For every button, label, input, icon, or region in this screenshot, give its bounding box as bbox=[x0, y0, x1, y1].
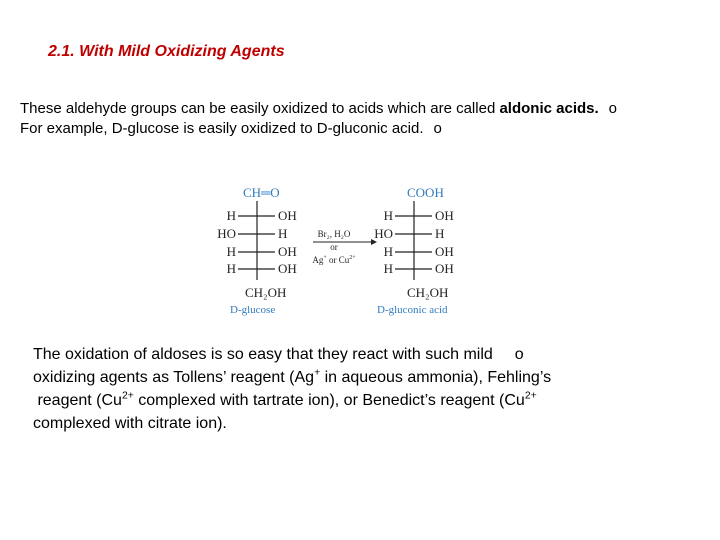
reagent-line-1: Br₂, H₂O bbox=[317, 229, 351, 239]
substituent-left: H bbox=[226, 208, 236, 223]
intro-line-2-text: For example, D-glucose is easily oxidized to D-gluconic acid. bbox=[20, 120, 424, 137]
substituent-right: OH bbox=[278, 244, 297, 259]
para2-line-3 bbox=[33, 389, 551, 412]
para2-line-2 bbox=[33, 366, 551, 389]
substituent-left: H bbox=[383, 261, 393, 276]
substituent-left: HO bbox=[217, 226, 236, 241]
intro-line-1-text: These aldehyde groups can be easily oxidized to acids which are called bbox=[20, 100, 500, 117]
substituent-right: OH bbox=[435, 208, 454, 223]
intro-line-1 bbox=[20, 99, 617, 119]
para2-line-4 bbox=[33, 412, 551, 435]
para2-text: oxidizing agents as Tollens’ reagent (Ag bbox=[33, 369, 315, 386]
intro-paragraph bbox=[20, 99, 617, 139]
substituent-right: H bbox=[435, 226, 445, 241]
glucose-label: D-glucose bbox=[230, 304, 276, 316]
substituent-left: H bbox=[383, 208, 393, 223]
carboxyl-group: COOH bbox=[407, 185, 444, 200]
bullet-mark: o bbox=[514, 346, 524, 363]
aldose-oxidation-paragraph bbox=[33, 343, 551, 435]
oxidation-reaction-figure bbox=[205, 180, 475, 320]
para2-line-1 bbox=[33, 343, 551, 366]
ch2oh-group: CH₂OH bbox=[407, 285, 449, 300]
substituent-right: OH bbox=[278, 208, 297, 223]
superscript: + bbox=[314, 367, 321, 379]
reagent-line-2: or bbox=[330, 242, 338, 252]
substituent-left: H bbox=[226, 261, 236, 276]
para2-text: complexed with tartrate ion), or Benedict’s reagent (Cu bbox=[133, 392, 525, 409]
ch2oh-group: CH₂OH bbox=[245, 285, 287, 300]
superscript: 2+ bbox=[524, 390, 537, 402]
substituent-right: H bbox=[278, 226, 288, 241]
reaction-arrow bbox=[312, 229, 377, 265]
gluconic-acid-label: D-gluconic acid bbox=[377, 304, 448, 316]
fischer-projection-diagram bbox=[205, 180, 475, 320]
para2-text: in aqueous ammonia), Fehling’s bbox=[320, 369, 552, 386]
section-heading: 2.1. With Mild Oxidizing Agents bbox=[48, 43, 285, 60]
para2-line-1-text: The oxidation of aldoses is so easy that they react with such mild bbox=[33, 346, 493, 363]
substituent-left: H bbox=[383, 244, 393, 259]
substituent-left: HO bbox=[374, 226, 393, 241]
substituent-left: H bbox=[226, 244, 236, 259]
substituent-right: OH bbox=[435, 261, 454, 276]
aldonic-acids-term: aldonic acids. bbox=[499, 100, 599, 117]
bullet-mark: o bbox=[608, 100, 617, 117]
substituent-right: OH bbox=[278, 261, 297, 276]
reagent-line-3: Ag+ or $Cu^{2+}$ bbox=[312, 255, 356, 265]
substituent-right: OH bbox=[435, 244, 454, 259]
para2-text: reagent (Cu bbox=[33, 392, 122, 409]
intro-line-2 bbox=[20, 119, 617, 139]
para2-text: complexed with citrate ion). bbox=[33, 415, 227, 432]
bullet-mark: o bbox=[433, 120, 442, 137]
aldehyde-group: CH═O bbox=[243, 185, 280, 200]
superscript: 2+ bbox=[121, 390, 134, 402]
